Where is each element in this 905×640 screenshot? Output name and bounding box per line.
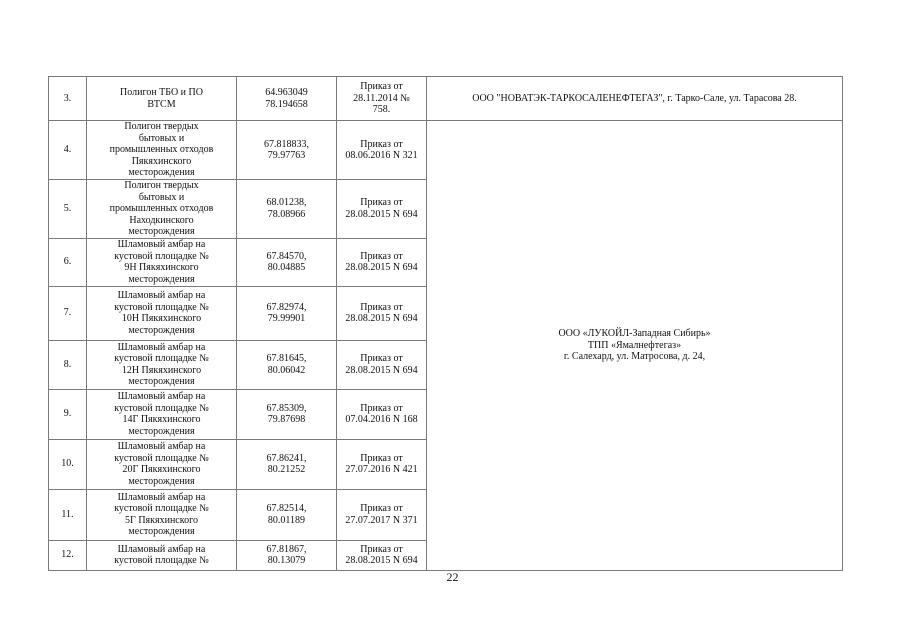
order-document-line: 758. xyxy=(372,104,391,116)
table-row xyxy=(49,77,843,121)
order-document xyxy=(337,439,427,489)
facility-name xyxy=(87,439,237,489)
facility-name-line: 20Г Пякяхинского xyxy=(122,464,201,475)
coordinates-line: 79.87698 xyxy=(267,414,306,425)
facility-name xyxy=(87,180,237,239)
order-document-line: Приказ от xyxy=(360,503,403,514)
coordinates-line: 80.04885 xyxy=(267,262,306,273)
coordinates-line: 78.194658 xyxy=(265,98,308,110)
coordinates-line: 79.97763 xyxy=(267,150,306,161)
facility-name-line: кустовой площадке № xyxy=(114,402,209,414)
order-document-line: 28.08.2015 N 694 xyxy=(345,313,418,324)
order-document-line: Приказ от xyxy=(360,543,403,555)
coordinates-line: 64.963049 xyxy=(265,87,308,98)
order-document-line: Приказ от xyxy=(360,353,403,364)
facility-name-line: кустовой площадке № xyxy=(114,250,209,262)
order-document xyxy=(337,340,427,389)
order-document-line: 28.08.2015 N 694 xyxy=(345,262,418,273)
facility-name xyxy=(87,540,237,570)
facility-name-line: Полигон твердых xyxy=(124,121,199,133)
row-number: 10. xyxy=(49,439,87,489)
coordinates xyxy=(237,489,337,540)
operator-lukoil-line: ТПП «Ямалнефтегаз» xyxy=(587,339,682,351)
order-document-line: 28.11.2014 № xyxy=(353,92,410,104)
facility-name xyxy=(87,286,237,340)
facility-name-line: 14Г Пякяхинского xyxy=(122,414,201,425)
table-row xyxy=(49,121,843,180)
facility-name-line: 5Г Пякяхинского xyxy=(125,514,198,526)
facility-name-line: месторождения xyxy=(128,226,195,237)
facility-name-line: бытовых и xyxy=(138,132,185,144)
order-document-line: 08.06.2016 N 321 xyxy=(345,150,418,161)
row-number: 6. xyxy=(49,238,87,286)
coordinates xyxy=(237,286,337,340)
facility-name-line: Шламовый амбар на xyxy=(117,239,206,250)
facility-name-line: месторождения xyxy=(128,324,195,336)
order-document xyxy=(337,389,427,439)
operator-lukoil xyxy=(427,121,843,571)
operator-lukoil-line: ООО «ЛУКОЙЛ-Западная Сибирь» xyxy=(558,328,711,339)
order-document xyxy=(337,540,427,570)
facility-name-line: Шламовый амбар на xyxy=(117,391,206,402)
coordinates-line: 68.01238, xyxy=(266,197,307,209)
facility-name-line: Шламовый амбар на xyxy=(117,341,206,353)
row-number: 12. xyxy=(49,540,87,570)
order-document xyxy=(337,238,427,286)
facility-name xyxy=(87,340,237,389)
coordinates-line: 80.01189 xyxy=(267,514,306,526)
coordinates-line: 80.21252 xyxy=(267,464,306,475)
row-number: 5. xyxy=(49,180,87,239)
coordinates-line: 67.82974, xyxy=(266,301,307,313)
facility-name-line: кустовой площадке № xyxy=(114,301,209,313)
page-number: 22 xyxy=(446,570,459,584)
coordinates xyxy=(237,121,337,180)
order-document xyxy=(337,121,427,180)
order-document-line: Приказ от xyxy=(360,197,403,209)
row-number: 9. xyxy=(49,389,87,439)
coordinates-line: 80.13079 xyxy=(267,555,306,566)
facility-name-line: Шламовый амбар на xyxy=(117,491,206,503)
facility-name xyxy=(87,121,237,180)
coordinates-line: 67.85309, xyxy=(266,402,307,414)
facility-name-line: месторождения xyxy=(128,475,195,487)
order-document xyxy=(337,180,427,239)
row-number: 4. xyxy=(49,121,87,180)
order-document-line: Приказ от xyxy=(360,452,403,464)
order-document xyxy=(337,489,427,540)
facility-name-line: 12Н Пякяхинского xyxy=(121,364,202,376)
coordinates-line: 67.84570, xyxy=(266,250,307,262)
facility-name-line: кустовой площадке № xyxy=(114,503,209,514)
order-document-line: Приказ от xyxy=(360,301,403,313)
facilities-table xyxy=(48,76,843,571)
facility-name-line: 9Н Пякяхинского xyxy=(124,262,199,273)
facility-name xyxy=(87,238,237,286)
order-document-line: Приказ от xyxy=(360,81,403,93)
facility-name-line: 10Н Пякяхинского xyxy=(121,313,202,324)
coordinates xyxy=(237,180,337,239)
facility-name xyxy=(87,389,237,439)
facility-name-line: ВТСМ xyxy=(147,98,176,110)
coordinates-line: 67.81867, xyxy=(266,543,307,555)
facility-name-line: Шламовый амбар на xyxy=(117,441,206,452)
order-document-line: Приказ от xyxy=(360,402,403,414)
row-number: 3. xyxy=(49,77,87,121)
facility-name-line: кустовой площадке № xyxy=(114,555,209,566)
facility-name-line: Находкинского xyxy=(129,214,194,226)
facility-name-line: месторождения xyxy=(128,376,195,387)
coordinates xyxy=(237,77,337,121)
order-document-line: 28.08.2015 N 694 xyxy=(345,364,418,376)
facility-name-line: бытовых и xyxy=(138,191,185,203)
facility-name-line: Полигон твердых xyxy=(124,180,199,191)
order-document-line: Приказ от xyxy=(360,138,403,150)
order-document xyxy=(337,77,427,121)
facility-name-line: Полигон ТБО и ПО xyxy=(120,87,203,98)
facility-name-line: месторождения xyxy=(128,167,195,179)
row-number: 11. xyxy=(49,489,87,540)
facility-name-line: Пякяхинского xyxy=(131,155,192,167)
facility-name-line: Шламовый амбар на xyxy=(117,543,206,555)
coordinates-line: 67.81645, xyxy=(266,353,307,364)
coordinates-line: 67.86241, xyxy=(266,452,307,464)
operator-lukoil-line: г. Салехард, ул. Матросова, д. 24, xyxy=(563,351,706,362)
coordinates xyxy=(237,340,337,389)
coordinates-line: 79.99901 xyxy=(267,313,306,324)
facility-name-line: месторождения xyxy=(128,425,195,437)
row-number: 8. xyxy=(49,340,87,389)
coordinates xyxy=(237,238,337,286)
operator-novatek: ООО "НОВАТЭК-ТАРКОСАЛЕНЕФТЕГАЗ", г. Тарко-Сале, ул. Тарасова 28. xyxy=(427,77,843,121)
order-document-line: Приказ от xyxy=(360,250,403,262)
facility-name-line: кустовой площадке № xyxy=(114,353,209,364)
order-document-line: 27.07.2016 N 421 xyxy=(345,464,418,475)
order-document-line: 27.07.2017 N 371 xyxy=(345,514,418,526)
coordinates xyxy=(237,439,337,489)
coordinates-line: 80.06042 xyxy=(267,364,306,376)
order-document xyxy=(337,286,427,340)
order-document-line: 07.04.2016 N 168 xyxy=(345,414,418,425)
facility-name-line: месторождения xyxy=(128,273,195,285)
facility-name-line: месторождения xyxy=(128,526,195,537)
order-document-line: 28.08.2015 N 694 xyxy=(345,555,418,566)
facility-name-line: промышленных отходов xyxy=(109,203,214,214)
row-number: 7. xyxy=(49,286,87,340)
coordinates-line: 67.818833, xyxy=(264,138,309,150)
facility-name xyxy=(87,77,237,121)
facility-name xyxy=(87,489,237,540)
coordinates-line: 78.08966 xyxy=(267,208,306,220)
coordinates-line: 67.82514, xyxy=(266,503,307,514)
facility-name-line: промышленных отходов xyxy=(109,144,214,156)
facility-name-line: Шламовый амбар на xyxy=(117,290,206,301)
order-document-line: 28.08.2015 N 694 xyxy=(345,208,418,220)
coordinates xyxy=(237,540,337,570)
coordinates xyxy=(237,389,337,439)
facility-name-line: кустовой площадке № xyxy=(114,452,209,464)
